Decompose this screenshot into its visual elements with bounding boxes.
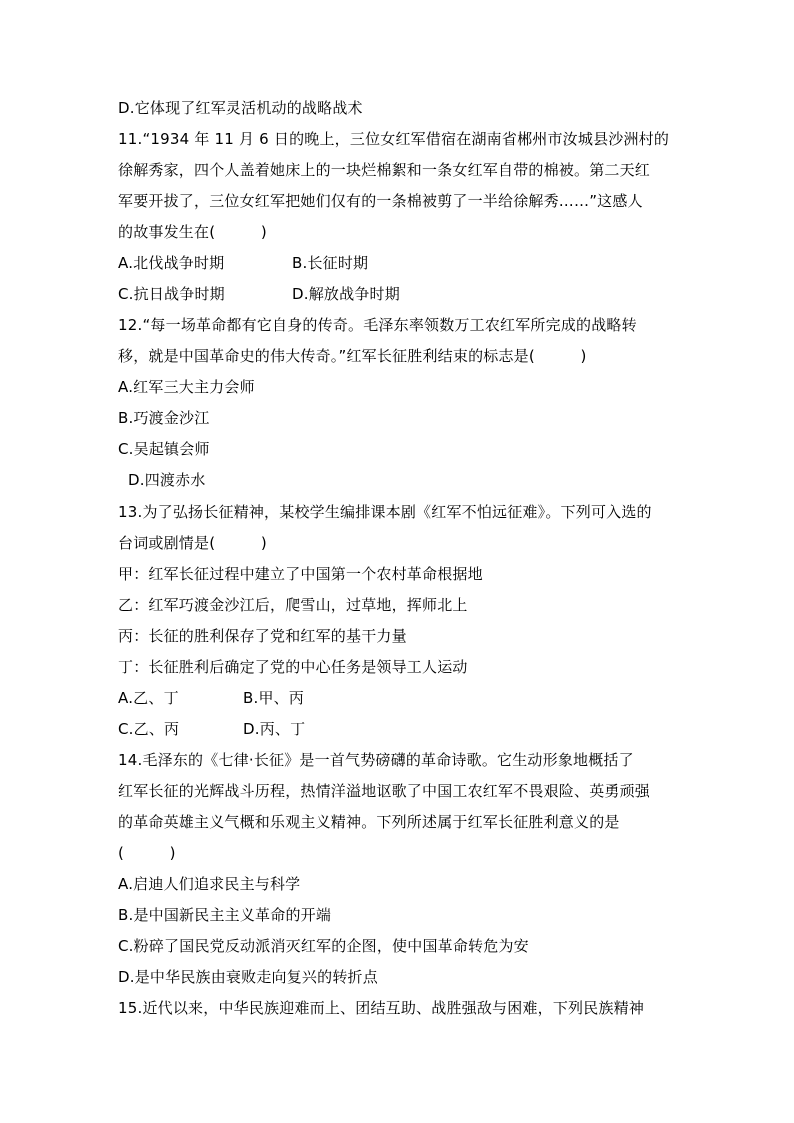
q13-option-c: C.乙、丙 [118,720,180,738]
q11-option-a: A.北伐战争时期 [118,254,225,272]
q14-option-a: A.启迪人们追求民主与科学 [118,875,301,893]
q14-option-b: B.是中国新民主主义革命的开端 [118,906,332,924]
q11-stem-line-4: 的故事发生在( ) [118,223,267,241]
q12-stem-line-1: 12.“每一场革命都有它自身的传奇。毛泽东率领数万工农红军所完成的战略转 [118,316,637,334]
q11-options-row-2 [118,284,400,304]
q14-option-c: C.粉碎了国民党反动派消灭红军的企图，使中国革命转危为安 [118,937,529,955]
q11-option-b: B.长征时期 [292,254,369,272]
q14-stem-line-2: 红军长征的光辉战斗历程，热情洋溢地讴歌了中国工农红军不畏艰险、英勇顽强 [118,782,651,800]
q11-stem-line-1: 11.“1934 年 11 月 6 日的晚上，三位女红军借宿在湖南省郴州市汝城县沙洲村的 [118,130,670,148]
q11-option-c: C.抗日战争时期 [118,285,225,303]
q12-option-a: A.红军三大主力会师 [118,378,255,396]
q13-option-b: B.甲、丙 [243,689,305,707]
q11-stem-line-3: 军要开拔了，三位女红军把她们仅有的一条棉被剪了一半给徐解秀……”这感人 [118,192,643,210]
q13-option-a: A.乙、丁 [118,689,179,707]
q11-option-d: D.解放战争时期 [292,285,400,303]
q11-stem-line-2: 徐解秀家，四个人盖着她床上的一块烂棉絮和一条女红军自带的棉被。第二天红 [118,161,651,179]
q14-option-d: D.是中华民族由衰败走向复兴的转折点 [118,968,378,986]
q13-stem-line-1: 13.为了弘扬长征精神，某校学生编排课本剧《红军不怕远征难》。下列可入选的 [118,503,652,521]
q10-option-d: D.它体现了红军灵活机动的战略战术 [118,99,363,117]
q11-options-row-1 [118,253,369,273]
q13-stem-line-2: 台词或剧情是( ) [118,534,267,552]
q12-option-d: D.四渡赤水 [128,471,206,489]
q14-stem-line-4: ( ) [118,844,176,862]
q13-options-row-2 [118,719,306,739]
q15-stem-line-1: 15.近代以来，中华民族迎难而上、团结互助、战胜强敌与困难，下列民族精神 [118,999,645,1017]
q13-statement-jia: 甲：红军长征过程中建立了中国第一个农村革命根据地 [118,565,483,583]
q14-stem-line-3: 的革命英雄主义气概和乐观主义精神。下列所述属于红军长征胜利意义的是 [118,813,620,831]
q14-stem-line-1: 14.毛泽东的《七律·长征》是一首气势磅礴的革命诗歌。它生动形象地概括了 [118,751,634,769]
q13-option-d: D.丙、丁 [243,720,306,738]
q12-option-c: C.吴起镇会师 [118,440,210,458]
q13-options-row-1 [118,688,305,708]
q12-stem-line-2: 移，就是中国革命史的伟大传奇。”红军长征胜利结束的标志是( ) [118,347,587,365]
q13-statement-ding: 丁：长征胜利后确定了党的中心任务是领导工人运动 [118,658,468,676]
q13-statement-bing: 丙：长征的胜利保存了党和红军的基干力量 [118,627,407,645]
q13-statement-yi: 乙：红军巧渡金沙江后，爬雪山，过草地，挥师北上 [118,596,468,614]
q12-option-b: B.巧渡金沙江 [118,409,210,427]
